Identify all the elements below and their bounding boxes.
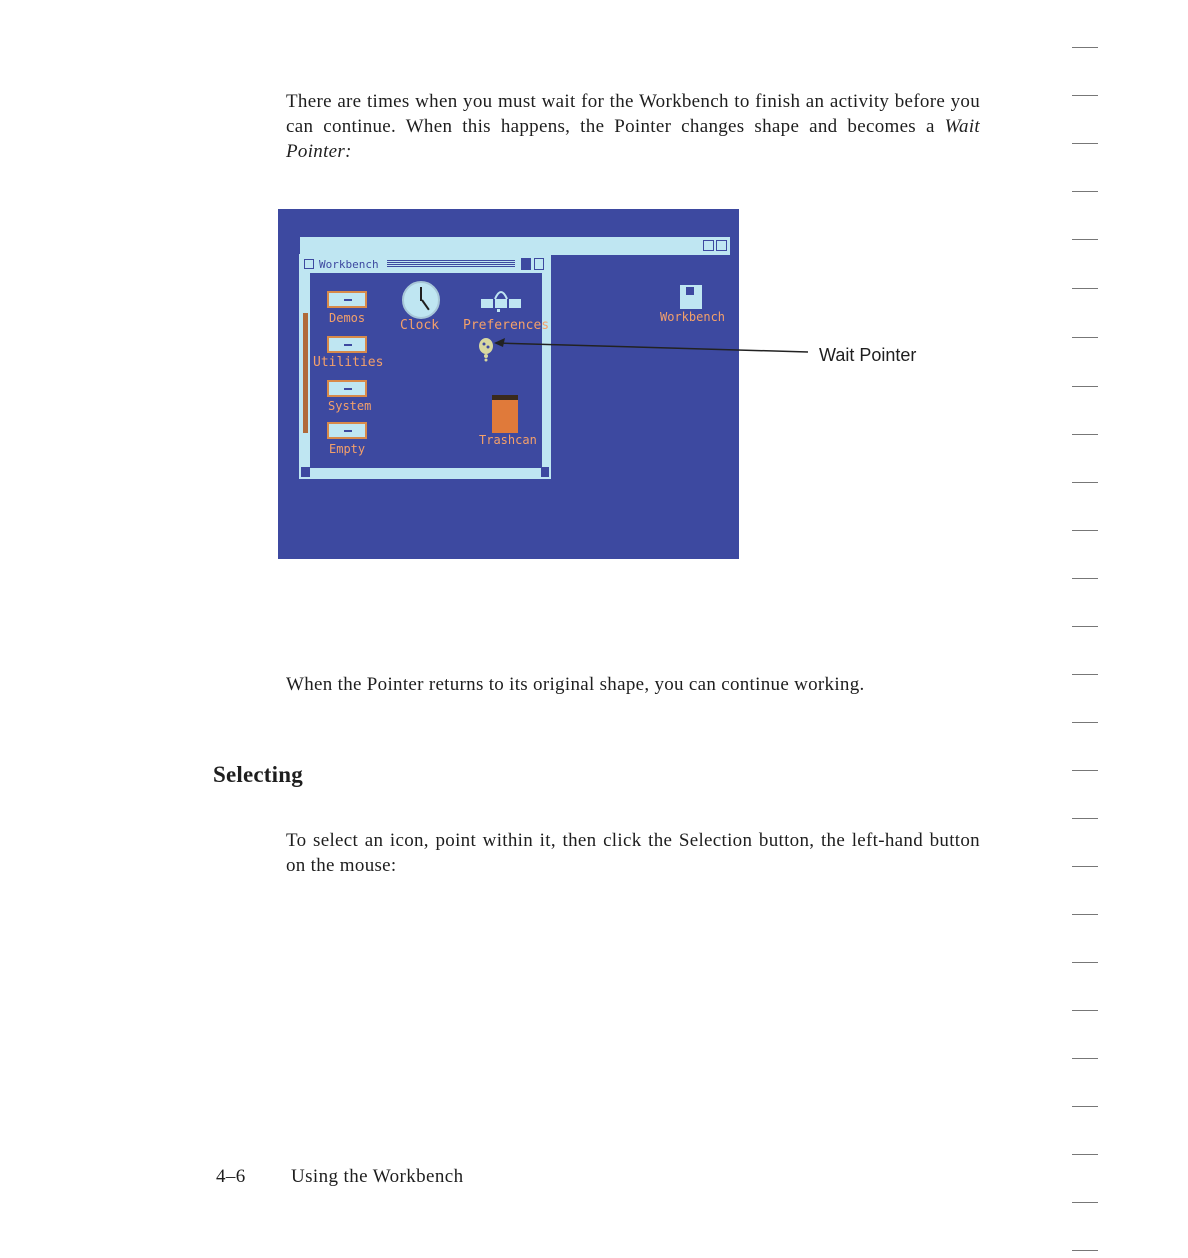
edge-mark bbox=[1072, 239, 1098, 240]
utilities-label: Utilities bbox=[313, 355, 384, 370]
preferences-icon bbox=[481, 285, 521, 313]
clock-label: Clock bbox=[400, 318, 440, 333]
edge-mark bbox=[1072, 337, 1098, 338]
window-front-gadget bbox=[534, 258, 544, 270]
page-number: 4–6 bbox=[216, 1166, 246, 1187]
window-title-bar bbox=[301, 256, 549, 273]
workbench-disk-label: Workbench bbox=[660, 310, 726, 324]
window-depth-gadgets bbox=[521, 258, 545, 270]
empty-drawer-icon bbox=[327, 422, 367, 439]
trashcan-icon bbox=[492, 395, 518, 433]
trashcan-label: Trashcan bbox=[479, 433, 537, 447]
screen-title-bar bbox=[300, 237, 730, 255]
demos-drawer-icon bbox=[327, 291, 367, 308]
screen-front-gadget bbox=[716, 240, 727, 251]
edge-mark bbox=[1072, 770, 1098, 771]
horizontal-scrollbar bbox=[310, 468, 541, 477]
vertical-scrollbar bbox=[301, 273, 310, 467]
utilities-drawer-icon bbox=[327, 336, 367, 353]
edge-mark bbox=[1072, 386, 1098, 387]
edge-mark bbox=[1072, 962, 1098, 963]
edge-mark bbox=[1072, 530, 1098, 531]
edge-mark bbox=[1072, 722, 1098, 723]
edge-mark bbox=[1072, 1154, 1098, 1155]
edge-mark bbox=[1072, 818, 1098, 819]
edge-mark bbox=[1072, 866, 1098, 867]
select-paragraph: To select an icon, point within it, then click the Selection button, the left-hand button on the mouse: bbox=[286, 830, 980, 876]
edge-mark bbox=[1072, 143, 1098, 144]
window-right-border bbox=[542, 273, 549, 467]
edge-mark bbox=[1072, 191, 1098, 192]
edge-mark bbox=[1072, 1106, 1098, 1107]
edge-mark bbox=[1072, 288, 1098, 289]
section-heading: Selecting bbox=[213, 762, 303, 787]
edge-mark bbox=[1072, 434, 1098, 435]
clock-icon bbox=[402, 281, 440, 319]
screen-back-gadget bbox=[703, 240, 714, 251]
workbench-window bbox=[299, 254, 551, 479]
wait-pointer-term: Wait Pointer: bbox=[286, 116, 980, 162]
system-drawer-icon bbox=[327, 380, 367, 397]
workbench-screenshot bbox=[278, 209, 739, 559]
intro-paragraph bbox=[286, 89, 980, 164]
intro-text: There are times when you must wait for the Workbench to finish an activity before you can continue. When this happens, the Pointer changes shape and becomes a bbox=[286, 91, 980, 137]
demos-label: Demos bbox=[329, 311, 366, 325]
callout-label: Wait Pointer bbox=[819, 345, 917, 365]
edge-mark bbox=[1072, 1010, 1098, 1011]
edge-mark bbox=[1072, 626, 1098, 627]
window-close-gadget bbox=[304, 259, 314, 269]
wait-pointer-icon bbox=[478, 338, 494, 362]
window-title-text: Workbench bbox=[319, 258, 379, 271]
edge-mark bbox=[1072, 1058, 1098, 1059]
edge-mark bbox=[1072, 47, 1098, 48]
window-back-gadget bbox=[521, 258, 531, 270]
edge-mark bbox=[1072, 1250, 1098, 1251]
workbench-disk-icon bbox=[680, 285, 702, 309]
edge-mark bbox=[1072, 1202, 1098, 1203]
preferences-label: Preferences bbox=[463, 318, 550, 333]
edge-mark bbox=[1072, 578, 1098, 579]
edge-mark bbox=[1072, 482, 1098, 483]
edge-mark bbox=[1072, 914, 1098, 915]
empty-label: Empty bbox=[329, 442, 366, 456]
edge-mark bbox=[1072, 95, 1098, 96]
vertical-scroll-knob bbox=[303, 313, 308, 433]
window-drag-bar bbox=[387, 260, 515, 268]
system-label: System bbox=[328, 399, 372, 413]
after-figure-paragraph: When the Pointer returns to its original shape, you can continue working. bbox=[286, 674, 865, 695]
chapter-title: Using the Workbench bbox=[291, 1166, 464, 1187]
edge-mark bbox=[1072, 674, 1098, 675]
